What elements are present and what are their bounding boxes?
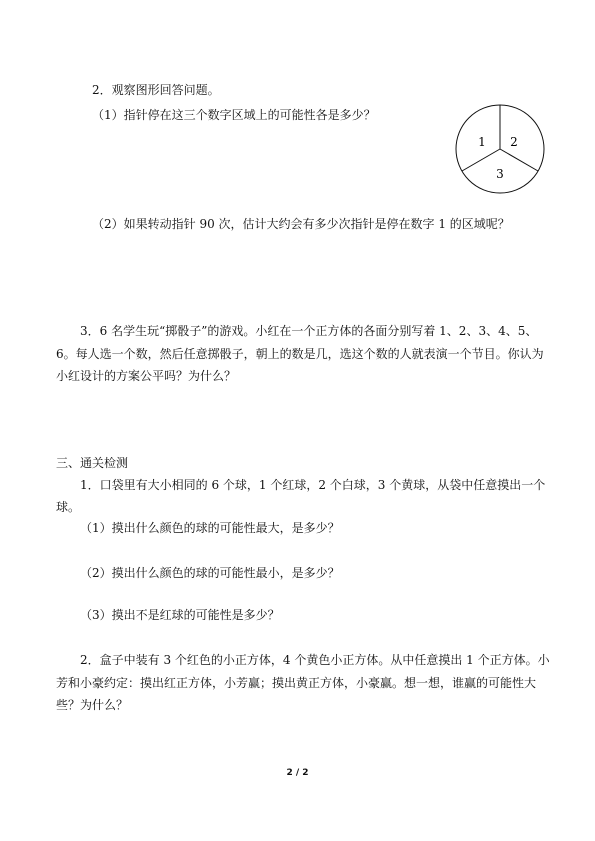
question-2-part-2: （2）如果转动指针 90 次，估计大约会有多少次指针是停在数字 1 的区域呢？ xyxy=(92,217,510,231)
section-3-q2-line-3: 些？为什么？ xyxy=(56,698,129,712)
spinner-label-1: 1 xyxy=(478,135,486,149)
section-3-q1-part-1: （1）摸出什么颜色的球的可能性最大，是多少？ xyxy=(80,521,340,535)
question-2-part-1: （1）指针停在这三个数字区域上的可能性各是多少？ xyxy=(92,108,376,122)
question-3-line-3: 小红设计的方案公平吗？为什么？ xyxy=(56,369,237,383)
page-number: 2 / 2 xyxy=(286,768,309,778)
section-3-heading: 三、通关检测 xyxy=(56,456,129,470)
spinner-divider xyxy=(500,149,538,171)
spinner-label-2: 2 xyxy=(510,135,518,149)
spinner-diagram xyxy=(455,104,545,194)
section-3-q1-line-2: 球。 xyxy=(56,500,81,514)
section-3-q2-line-2: 芳和小豪约定：摸出红正方体，小芳赢；摸出黄正方体，小豪赢。想一想，谁赢的可能性大 xyxy=(56,676,537,690)
spinner-label-3: 3 xyxy=(496,167,504,181)
section-3-q1-line-1: 1．口袋里有大小相同的 6 个球，1 个红球，2 个白球，3 个黄球，从袋中任意摸出一个 xyxy=(80,478,546,492)
question-3-line-2: 6。每人选一个数，然后任意掷骰子，朝上的数是几，选这个数的人就表演一个节目。你认为 xyxy=(56,347,544,361)
question-3-line-1: 3．6 名学生玩“掷骰子”的游戏。小红在一个正方体的各面分别写着 1、2、3、4、5、 xyxy=(80,324,538,338)
section-3-q2-line-1: 2．盒子中装有 3 个红色的小正方体，4 个黄色小正方体。从中任意摸出 1 个正方体。小 xyxy=(80,653,550,667)
question-2-title: 2．观察图形回答问题。 xyxy=(92,83,220,97)
spinner-divider xyxy=(462,149,500,171)
section-3-q1-part-2: （2）摸出什么颜色的球的可能性最小，是多少？ xyxy=(80,566,340,580)
section-3-q1-part-3: （3）摸出不是红球的可能性是多少？ xyxy=(80,608,280,622)
